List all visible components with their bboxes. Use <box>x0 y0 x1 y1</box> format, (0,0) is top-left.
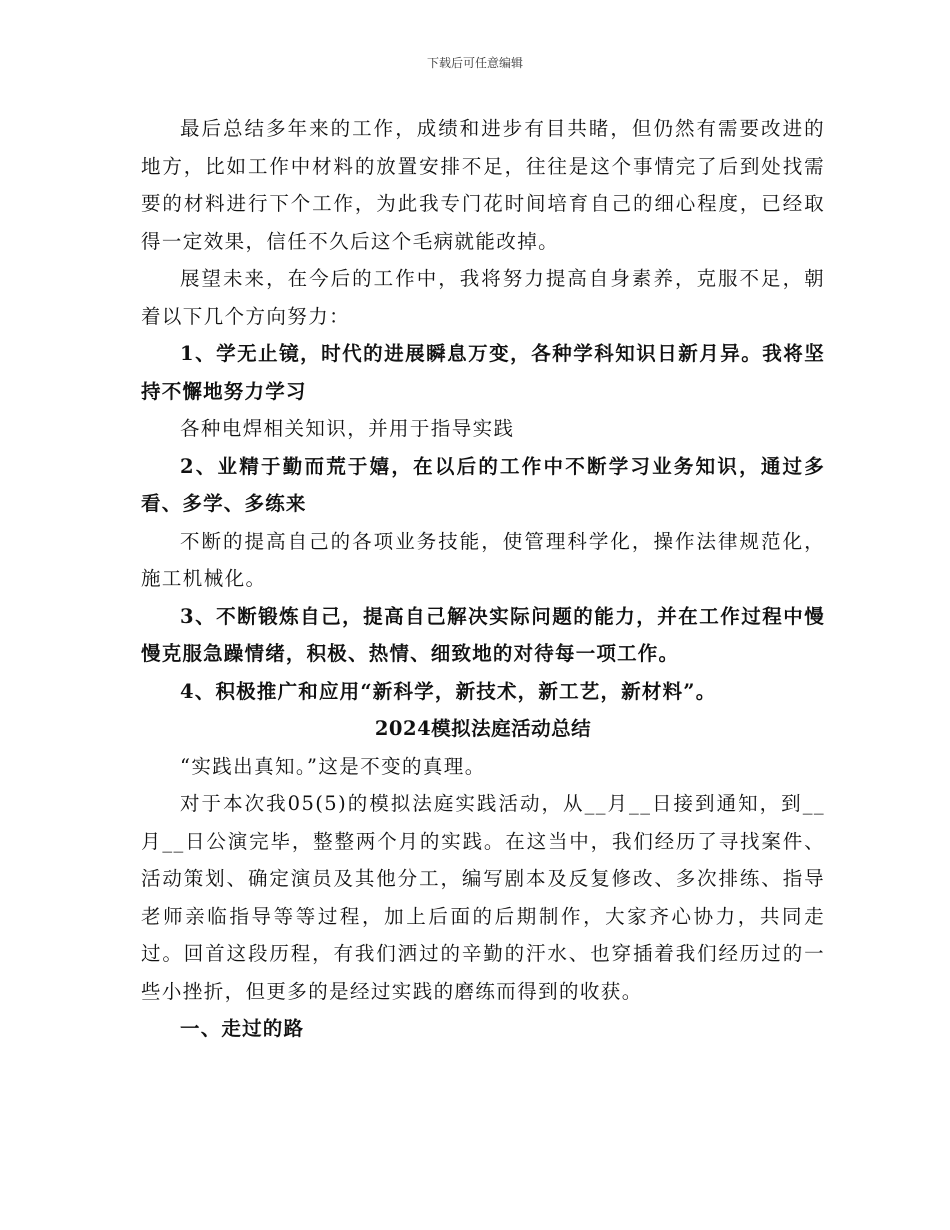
paragraph-summary: 最后总结多年来的工作，成绩和进步有目共睹，但仍然有需要改进的地方，比如工作中材料的放置安排不足，往往是这个事情完了后到处找需要的材料进行下个工作，为此我专门花时间培育自己的细心程度，已经取得一定效果，信任不久后这个毛病就能改掉。 <box>141 117 825 253</box>
paragraph-quote: “实践出真知。”这是不变的真理。 <box>180 754 486 778</box>
section-title: 2024模拟法庭活动总结 <box>374 717 592 740</box>
paragraph-point-4: 4、积极推广和应用“新科学，新技术，新工艺，新材料”。 <box>180 679 717 703</box>
paragraph-point-1: 1、学无止镜，时代的进展瞬息万变，各种学科知识日新月异。我将坚持不懈地努力学习 <box>141 342 825 403</box>
paragraph-activity: 对于本次我05(5)的模拟法庭实践活动，从__月__日接到通知，到__月__日公演完毕，整整两个月的实践。在这当中，我们经历了寻找案件、活动策划、确定演员及其他分工，编写剧本及反复修改、多次排练、指导老师亲临指导等等过程，加上后面的后期制作，大家齐心协力，共同走过。回首这段历程，有我们洒过的辛勤的汗水、也穿插着我们经历过的一些小挫折，但更多的是经过实践的磨练而得到的收获。 <box>141 792 825 1003</box>
subheading-path: 一、走过的路 <box>180 1017 305 1040</box>
page-header-watermark: 下载后可任意编辑 <box>426 56 523 70</box>
paragraph-point-3: 3、不断锻炼自己，提高自己解决实际问题的能力，并在工作过程中慢慢克服急躁情绪，积极、热情、细致地的对待每一项工作。 <box>141 604 825 665</box>
document-body <box>141 110 825 1048</box>
paragraph-point-2: 2、业精于勤而荒于嬉，在以后的工作中不断学习业务知识，通过多看、多学、多练来 <box>141 454 825 515</box>
paragraph-point-1-detail: 各种电焊相关知识，并用于指导实践 <box>180 417 515 440</box>
paragraph-point-2-detail: 不断的提高自己的各项业务技能，使管理科学化，操作法律规范化，施工机械化。 <box>141 529 825 590</box>
paragraph-outlook: 展望未来，在今后的工作中，我将努力提高自身素养，克服不足，朝着以下几个方向努力： <box>141 267 825 328</box>
